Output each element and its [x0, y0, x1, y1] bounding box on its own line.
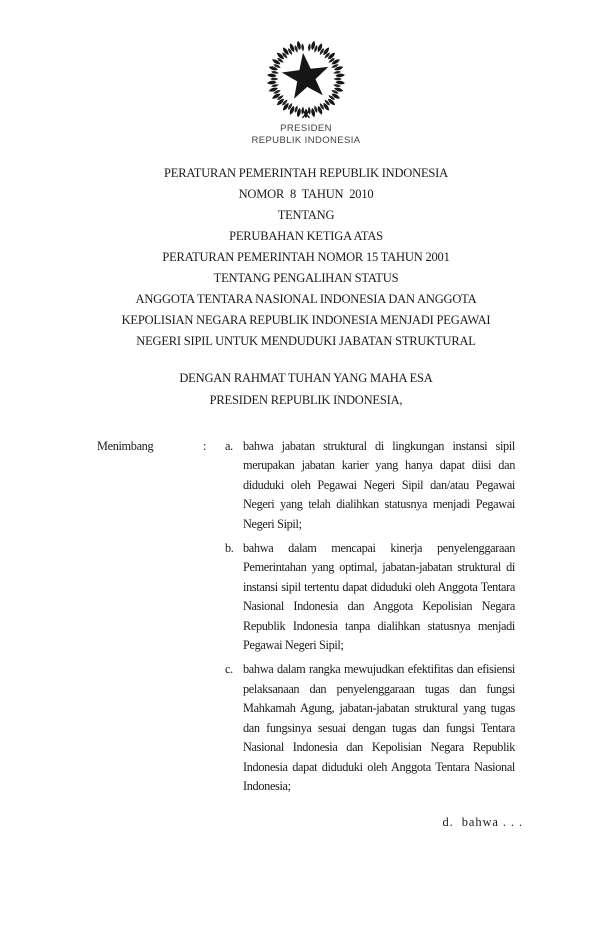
- item-text: bahwa dalam rangka mewujudkan efektifitas dan efisiensi pelaksanaan dan penyelenggaraan tugas dan fungsi Mahkamah Agung, jabatan-jabatan struktural yang tugas dan fungsinya sesuai dengan tugas dan fungsi Tentara Nasional Indonesia dan Kepolisian Negara Republik Indonesia dapat diduduki oleh Anggota Tentara Nasional Indonesia;: [243, 662, 515, 793]
- title-line: PERATURAN PEMERINTAH REPUBLIK INDONESIA: [164, 166, 448, 180]
- item-text: bahwa jabatan struktural di lingkungan instansi sipil merupakan jabatan karier yang hanya dapat diisi dan diduduki oleh Pegawai Negeri Sipil dan/atau Pegawai Negeri yang telah dialihkan statusnya menjadi Pegawai Negeri Sipil;: [243, 439, 515, 531]
- catchword: d. bahwa . . .: [442, 815, 523, 829]
- considering-item-b: [225, 539, 515, 655]
- title-line: TENTANG: [277, 208, 335, 222]
- considering-clause: [97, 437, 515, 801]
- letterhead-presiden: PRESIDEN: [280, 123, 332, 134]
- considering-separator: :: [203, 439, 207, 453]
- title-line: KEPOLISIAN NEGARA REPUBLIK INDONESIA MENJADI PEGAWAI: [121, 313, 491, 327]
- title-line-nomor: NOMOR 8 TAHUN 2010: [238, 187, 374, 201]
- star: [280, 50, 332, 100]
- considering-items: [225, 437, 515, 801]
- title-line: PERATURAN PEMERINTAH NOMOR 15 TAHUN 2001: [162, 250, 450, 264]
- item-marker: b.: [225, 541, 234, 556]
- considering-item-a: [225, 437, 515, 534]
- preamble-line-presiden: PRESIDEN REPUBLIK INDONESIA,: [209, 392, 403, 407]
- considering-item-c: [225, 660, 515, 796]
- item-marker: c.: [225, 662, 233, 677]
- letterhead-republik-indonesia: REPUBLIK INDONESIA: [251, 134, 361, 146]
- document-body: [97, 437, 515, 801]
- title-line: ANGGOTA TENTARA NASIONAL INDONESIA DAN ANGGOTA: [135, 292, 477, 306]
- document-title: [50, 163, 562, 352]
- item-text: bahwa dalam mencapai kinerja penyelenggaraan Pemerintahan yang optimal, jabatan-jabatan struktural di instansi sipil tertentu dapat diduduki oleh Anggota Tentara Nasional Indonesia dan Anggota Kepolisian Negara Republik Indonesia tanpa dialihkan statusnya menjadi Pegawai Negeri Sipil;: [243, 541, 515, 653]
- title-line: PERUBAHAN KETIGA ATAS: [229, 229, 383, 243]
- considering-label: Menimbang: [97, 439, 154, 453]
- preamble-line-rahmat: DENGAN RAHMAT TUHAN YANG MAHA ESA: [179, 371, 433, 385]
- letterhead: [0, 35, 612, 146]
- preamble: [50, 368, 562, 411]
- item-marker: a.: [225, 439, 233, 453]
- title-line: NEGERI SIPIL UNTUK MENDUDUKI JABATAN STRUKTURAL: [136, 334, 476, 348]
- title-line: TENTANG PENGALIHAN STATUS: [213, 271, 399, 285]
- presidential-star-wreath-icon: [262, 35, 350, 123]
